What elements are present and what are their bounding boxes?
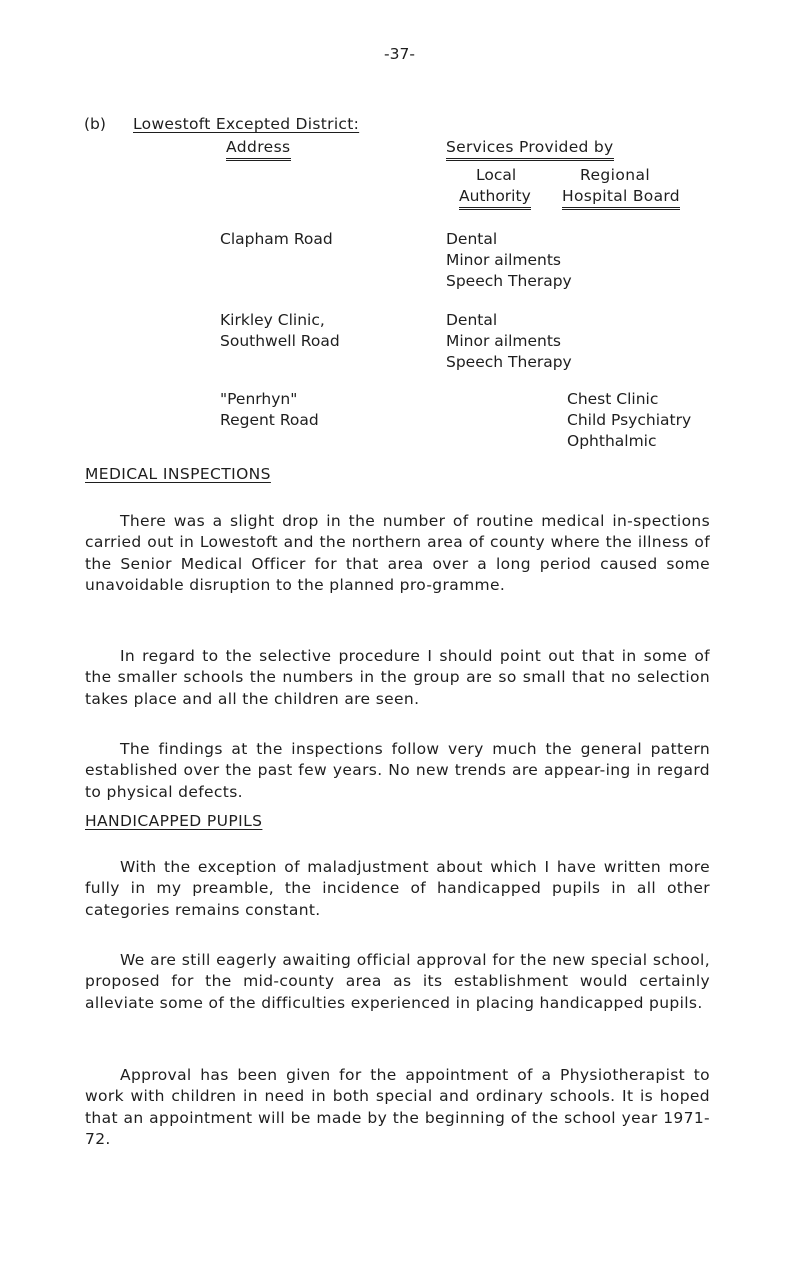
service-line: Minor ailments bbox=[446, 251, 562, 269]
regional-header-line-2: Hospital Board bbox=[562, 186, 680, 210]
service-line: Child Psychiatry bbox=[567, 411, 692, 429]
service-line: Minor ailments bbox=[446, 332, 562, 350]
service-line: Ophthalmic bbox=[567, 432, 657, 450]
paragraph: We are still eagerly awaiting official approval for the new special school, proposed for the mid-county area as its establishment would certainly alleviate some of the difficulties experienced in placing handicapped pupils. bbox=[85, 951, 710, 1012]
paragraph: Approval has been given for the appointment of a Physiotherapist to work with children in need in both special and ordinary schools. It is hoped that an appointment will be made by the beginning of the school year 1971-72. bbox=[85, 1066, 710, 1148]
address-line: Southwell Road bbox=[220, 332, 340, 350]
section-label: (b) bbox=[84, 115, 106, 133]
service-line: Speech Therapy bbox=[446, 353, 572, 371]
local-header-line-2: Authority bbox=[459, 186, 531, 210]
address-line: Kirkley Clinic, bbox=[220, 311, 325, 329]
address-line: Regent Road bbox=[220, 411, 319, 429]
paragraph: In regard to the selective procedure I should point out that in some of the smaller schools the numbers in the group are so small that no selection takes place and all the children are seen. bbox=[85, 647, 710, 708]
address-line: "Penrhyn" bbox=[220, 390, 298, 408]
paragraph: With the exception of maladjustment about which I have written more fully in my preamble, the incidence of handicapped pupils in all other categories remains constant. bbox=[85, 858, 710, 919]
service-line: Dental bbox=[446, 230, 498, 248]
section-heading: HANDICAPPED PUPILS bbox=[85, 812, 263, 830]
regional-header-line-1: Regional bbox=[580, 166, 651, 184]
paragraph: The findings at the inspections follow very much the general pattern established over the past few years. No new trends are appear-ing in regard to physical defects. bbox=[85, 740, 710, 801]
page-number: -37- bbox=[384, 45, 415, 63]
address-header: Address bbox=[226, 137, 291, 161]
services-header: Services Provided by bbox=[446, 137, 614, 161]
address-line: Clapham Road bbox=[220, 230, 333, 248]
service-line: Dental bbox=[446, 311, 498, 329]
paragraph: There was a slight drop in the number of routine medical in-spections carried out in Lowestoft and the northern area of county where the illness of the Senior Medical Officer for that area over a long period caused some unavoidable disruption to the planned pro-gramme. bbox=[85, 512, 710, 594]
local-header-line-1: Local bbox=[476, 166, 517, 184]
section-title: Lowestoft Excepted District: bbox=[133, 115, 360, 133]
service-line: Chest Clinic bbox=[567, 390, 659, 408]
service-line: Speech Therapy bbox=[446, 272, 572, 290]
section-heading: MEDICAL INSPECTIONS bbox=[85, 465, 271, 483]
